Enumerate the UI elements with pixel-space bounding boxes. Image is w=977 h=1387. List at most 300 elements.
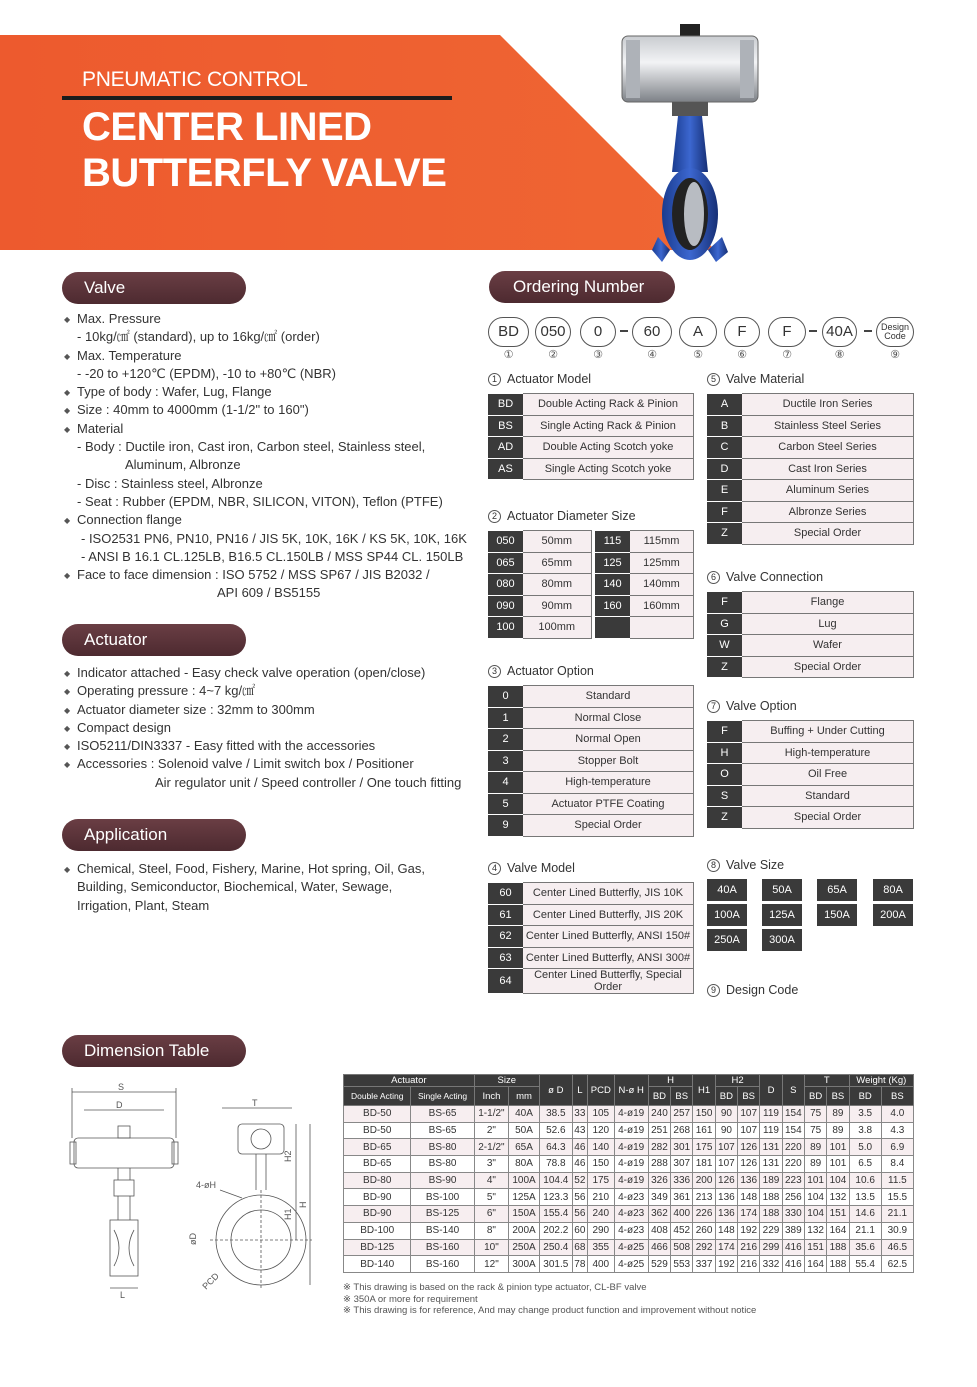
table-cell: 40A — [509, 1106, 540, 1123]
valve-size-cell: 200A — [873, 904, 913, 926]
valve-line: ◆ Material — [62, 420, 482, 438]
table-cell: BS-65 — [411, 1122, 474, 1139]
table-row — [344, 1222, 914, 1239]
table-cell: 12" — [474, 1256, 508, 1273]
option-row — [707, 437, 914, 459]
order-code-box: 60 — [632, 317, 672, 347]
table-row — [344, 1156, 914, 1173]
th-size: Size — [474, 1075, 539, 1087]
actuator-line: ◆ Compact design — [62, 719, 482, 737]
option-row — [707, 501, 914, 523]
table-cell: 416 — [782, 1256, 804, 1273]
table-cell: 164 — [827, 1222, 849, 1239]
option-number: 5 — [707, 373, 720, 386]
option-title-text: Actuator Model — [507, 372, 592, 386]
table-cell: 35.6 — [849, 1239, 881, 1256]
option-number: 2 — [488, 510, 501, 523]
option-title-text: Valve Model — [507, 861, 575, 875]
option-desc: Normal Open — [523, 729, 694, 751]
option-title — [707, 570, 914, 584]
table-cell: 256 — [782, 1189, 804, 1206]
design-code-title: Design Code — [726, 983, 799, 997]
option-code: 64 — [488, 969, 523, 994]
table-cell: 4-ø23 — [614, 1222, 648, 1239]
th-inch: Inch — [474, 1087, 508, 1106]
table-cell: 452 — [671, 1222, 693, 1239]
table-cell: 43 — [572, 1122, 587, 1139]
table-cell: 355 — [588, 1239, 615, 1256]
table-cell: 60 — [572, 1222, 587, 1239]
valve-line: ◆ Size : 40mm to 4000mm (1-1/2" to 160") — [62, 401, 482, 419]
table-cell: 154 — [782, 1106, 804, 1123]
table-cell: 80A — [509, 1156, 540, 1173]
option-code: A — [707, 394, 742, 416]
valve-size-cell: 50A — [762, 879, 802, 901]
table-cell: 46 — [572, 1139, 587, 1156]
option-table — [488, 393, 694, 480]
table-cell: 220 — [782, 1139, 804, 1156]
table-cell: BD-80 — [344, 1172, 411, 1189]
table-cell: 4-ø23 — [614, 1206, 648, 1223]
table-cell: 200A — [509, 1222, 540, 1239]
option-title — [707, 858, 914, 872]
table-cell: 188 — [760, 1189, 782, 1206]
option-row — [707, 635, 914, 657]
option-code: 125 — [595, 552, 630, 574]
table-cell: 75 — [804, 1106, 826, 1123]
table-cell: 6" — [474, 1206, 508, 1223]
table-cell: 2-1/2" — [474, 1139, 508, 1156]
order-dash — [620, 330, 628, 332]
table-cell: 125A — [509, 1189, 540, 1206]
table-cell: BS-160 — [411, 1239, 474, 1256]
table-cell: 89 — [804, 1156, 826, 1173]
table-cell: 300A — [509, 1256, 540, 1273]
actuator-line: ◆ ISO5211/DIN3337 - Easy fitted with the accessories — [62, 737, 482, 755]
option-row — [488, 883, 694, 905]
table-cell: BS-140 — [411, 1222, 474, 1239]
table-cell: 120 — [588, 1122, 615, 1139]
table-cell: 307 — [671, 1156, 693, 1173]
option-code: BS — [488, 415, 523, 437]
table-cell: BD-125 — [344, 1239, 411, 1256]
valve-size-grid — [707, 879, 914, 969]
th-t-bs: BS — [827, 1087, 849, 1106]
option-desc: Center Lined Butterfly, ANSI 150# — [523, 926, 694, 948]
table-cell: 332 — [760, 1256, 782, 1273]
option-desc: 140mm — [630, 574, 694, 596]
option-code: 2 — [488, 729, 523, 751]
option-code: 115 — [595, 531, 630, 553]
option-desc: 80mm — [523, 574, 591, 596]
table-cell: 56 — [572, 1206, 587, 1223]
table-cell: 553 — [671, 1256, 693, 1273]
table-cell: 107 — [738, 1122, 760, 1139]
option-title — [707, 699, 914, 713]
th-s: S — [782, 1075, 804, 1106]
table-cell: 89 — [804, 1139, 826, 1156]
option-title — [488, 372, 694, 386]
table-cell: 250A — [509, 1239, 540, 1256]
th-l: L — [572, 1075, 587, 1106]
table-cell: 4-ø19 — [614, 1156, 648, 1173]
option-desc: Carbon Steel Series — [742, 437, 914, 459]
option-row — [488, 750, 694, 772]
option-title — [488, 664, 694, 678]
table-cell: 136 — [715, 1206, 737, 1223]
table-cell: 2" — [474, 1122, 508, 1139]
table-cell: 216 — [738, 1256, 760, 1273]
valve-line: ◆ Max. Temperature — [62, 347, 482, 365]
option-code: S — [707, 785, 742, 807]
option-code: AD — [488, 437, 523, 459]
option-code: B — [707, 415, 742, 437]
valve-model-block — [488, 861, 694, 994]
option-row — [488, 437, 694, 459]
valve-line: ◆ Connection flange — [62, 511, 482, 529]
table-cell: 101 — [804, 1172, 826, 1189]
table-cell: 8.4 — [881, 1156, 913, 1173]
option-code: 065 — [488, 552, 523, 574]
th-actuator: Actuator — [344, 1075, 475, 1087]
option-row — [488, 926, 694, 948]
table-cell: 337 — [693, 1256, 715, 1273]
option-row — [707, 480, 914, 502]
option-row — [707, 721, 914, 743]
page-title — [82, 104, 446, 196]
table-cell: 78.8 — [539, 1156, 572, 1173]
option-table — [488, 685, 694, 837]
option-title — [488, 509, 694, 523]
header-subtitle: PNEUMATIC CONTROL — [82, 68, 308, 91]
option-desc: 100mm — [523, 617, 591, 639]
table-cell: 52.6 — [539, 1122, 572, 1139]
option-row — [488, 552, 694, 574]
table-cell: 136 — [738, 1172, 760, 1189]
table-cell: 107 — [715, 1139, 737, 1156]
table-cell: 229 — [760, 1222, 782, 1239]
option-table — [488, 882, 694, 994]
option-title-text: Valve Connection — [726, 570, 824, 584]
option-desc: High-temperature — [742, 742, 914, 764]
table-cell: 107 — [738, 1106, 760, 1123]
option-row — [707, 592, 914, 614]
option-desc: Center Lined Butterfly, ANSI 300# — [523, 947, 694, 969]
option-row — [707, 807, 914, 829]
application-list — [62, 860, 482, 915]
th-h2-bd: BD — [715, 1087, 737, 1106]
table-cell: BS-90 — [411, 1172, 474, 1189]
table-cell: 38.5 — [539, 1106, 572, 1123]
th-od: ø D — [539, 1075, 572, 1106]
table-cell: 1-1/2" — [474, 1106, 508, 1123]
table-cell: 46 — [572, 1156, 587, 1173]
table-cell: 78 — [572, 1256, 587, 1273]
valve-size-cell: 250A — [707, 929, 747, 951]
actuator-line: Air regulator unit / Speed controller / One touch fitting — [155, 774, 462, 790]
label-h2: H2 — [283, 1150, 293, 1162]
option-code: Z — [707, 523, 742, 545]
table-cell: 151 — [804, 1239, 826, 1256]
table-cell: BD-100 — [344, 1222, 411, 1239]
valve-size-cell: 40A — [707, 879, 747, 901]
table-row — [344, 1256, 914, 1273]
table-cell: BS-80 — [411, 1156, 474, 1173]
table-cell: 466 — [648, 1239, 670, 1256]
option-code: W — [707, 635, 742, 657]
table-cell: 154 — [782, 1122, 804, 1139]
table-cell: 223 — [782, 1172, 804, 1189]
table-cell: 282 — [648, 1139, 670, 1156]
table-cell: 107 — [715, 1156, 737, 1173]
table-cell: 416 — [782, 1239, 804, 1256]
actuator-line: ◆ Operating pressure : 4~7 kg/㎠ — [62, 682, 482, 700]
option-code: O — [707, 764, 742, 786]
table-cell: 90 — [715, 1122, 737, 1139]
valve-line: Aluminum, Albronze — [125, 457, 241, 473]
order-code-box: 0 — [580, 317, 616, 347]
order-code-number: ⑧ — [834, 349, 845, 361]
table-cell: 13.5 — [849, 1189, 881, 1206]
table-cell: BD-90 — [344, 1206, 411, 1223]
option-title-text: Valve Option — [726, 699, 797, 713]
title-line-2: BUTTERFLY VALVE — [82, 151, 447, 195]
dimension-section-title: Dimension Table — [62, 1035, 246, 1067]
option-code: BD — [488, 394, 523, 416]
th-h: H — [648, 1075, 693, 1087]
option-row — [488, 595, 694, 617]
option-code: Z — [707, 656, 742, 678]
option-row — [488, 707, 694, 729]
table-cell: 4-ø25 — [614, 1239, 648, 1256]
option-table — [707, 393, 914, 545]
label-s: S — [118, 1082, 125, 1092]
table-cell: 123.3 — [539, 1189, 572, 1206]
order-code-number: ⑤ — [693, 349, 703, 361]
table-cell: 336 — [671, 1172, 693, 1189]
ordering-section-title: Ordering Number — [489, 271, 675, 303]
actuator-section-title: Actuator — [62, 624, 246, 656]
valve-size-cell: 125A — [762, 904, 802, 926]
option-desc: Lug — [742, 613, 914, 635]
table-cell: 105 — [588, 1106, 615, 1123]
table-cell: 104 — [827, 1172, 849, 1189]
table-cell: 4-ø19 — [614, 1122, 648, 1139]
table-cell: 64.3 — [539, 1139, 572, 1156]
table-cell: 161 — [693, 1122, 715, 1139]
table-row — [344, 1206, 914, 1223]
table-cell: BD-140 — [344, 1256, 411, 1273]
actuator-diameter-block — [488, 509, 694, 639]
table-cell: 126 — [738, 1139, 760, 1156]
table-cell: 101 — [827, 1139, 849, 1156]
table-cell: BD-90 — [344, 1189, 411, 1206]
option-row — [707, 613, 914, 635]
note-line: ※ This drawing is for reference, And may change product function and improvement without notice — [343, 1305, 757, 1316]
table-cell: 11.5 — [881, 1172, 913, 1189]
application-section-title: Application — [62, 819, 246, 851]
table-cell: 5" — [474, 1189, 508, 1206]
table-cell: 202.2 — [539, 1222, 572, 1239]
application-line: Irrigation, Plant, Steam — [77, 897, 210, 913]
option-code: 050 — [488, 531, 523, 553]
table-cell: 126 — [738, 1156, 760, 1173]
option-code: 4 — [488, 772, 523, 794]
th-h2-bs: BS — [738, 1087, 760, 1106]
table-cell: 104 — [804, 1189, 826, 1206]
table-cell: 104 — [804, 1206, 826, 1223]
table-cell: 361 — [671, 1189, 693, 1206]
table-cell: 30.9 — [881, 1222, 913, 1239]
table-cell: 400 — [671, 1206, 693, 1223]
option-desc: Normal Close — [523, 707, 694, 729]
label-nh: 4-øH — [196, 1180, 216, 1190]
table-cell: BS-125 — [411, 1206, 474, 1223]
option-row — [707, 523, 914, 545]
valve-section-title: Valve — [62, 272, 246, 304]
valve-size-block — [707, 858, 914, 969]
option-desc: Flange — [742, 592, 914, 614]
option-title-text: Actuator Option — [507, 664, 594, 678]
table-cell: 8" — [474, 1222, 508, 1239]
option-title — [488, 861, 694, 875]
option-desc: Special Order — [523, 815, 694, 837]
table-cell: BS-65 — [411, 1106, 474, 1123]
table-cell: 100A — [509, 1172, 540, 1189]
option-number: 6 — [707, 571, 720, 584]
label-l: L — [120, 1290, 126, 1300]
th-d: D — [760, 1075, 782, 1106]
table-cell: 119 — [760, 1122, 782, 1139]
label-d: D — [116, 1100, 123, 1110]
application-line: Building, Semiconductor, Biochemical, Water, Sewage, — [77, 879, 393, 895]
option-row — [488, 415, 694, 437]
valve-line: - ISO2531 PN6, PN10, PN16 / JIS 5K, 10K, 16K / KS 5K, 10K, 16K — [81, 530, 467, 546]
valve-line: - ANSI B 16.1 CL.125LB, B16.5 CL.150LB / MSS SP44 CL. 150LB — [81, 548, 464, 564]
actuator-model-block — [488, 372, 694, 480]
option-row — [707, 394, 914, 416]
option-row — [488, 729, 694, 751]
th-h1: H1 — [693, 1075, 715, 1106]
table-cell: 155.4 — [539, 1206, 572, 1223]
table-cell: 288 — [648, 1156, 670, 1173]
th-noh: N-ø H — [614, 1075, 648, 1106]
table-cell: BS-100 — [411, 1189, 474, 1206]
option-table — [488, 530, 694, 639]
valve-size-cell: 65A — [817, 879, 857, 901]
table-cell: 140 — [588, 1139, 615, 1156]
option-code: 9 — [488, 815, 523, 837]
table-cell: 240 — [648, 1106, 670, 1123]
table-cell: 188 — [827, 1256, 849, 1273]
option-desc: Actuator PTFE Coating — [523, 793, 694, 815]
table-cell: 389 — [782, 1222, 804, 1239]
option-table — [707, 720, 914, 829]
table-cell: 181 — [693, 1156, 715, 1173]
table-cell: 290 — [588, 1222, 615, 1239]
option-code: 100 — [488, 617, 523, 639]
table-row — [344, 1139, 914, 1156]
option-title — [707, 372, 914, 386]
th-mm: mm — [509, 1087, 540, 1106]
option-row — [488, 969, 694, 994]
table-cell: 6.5 — [849, 1156, 881, 1173]
table-cell: 119 — [760, 1106, 782, 1123]
option-number: 3 — [488, 665, 501, 678]
order-code-box: A — [679, 317, 717, 347]
valve-option-block — [707, 699, 914, 829]
table-row — [344, 1122, 914, 1139]
table-cell: 164 — [804, 1256, 826, 1273]
table-cell: 250.4 — [539, 1239, 572, 1256]
table-cell: 3.5 — [849, 1106, 881, 1123]
th-t: T — [804, 1075, 849, 1087]
option-desc: Wafer — [742, 635, 914, 657]
application-line: ◆ Chemical, Steel, Food, Fishery, Marine, Hot spring, Oil, Gas, — [62, 860, 482, 878]
table-cell: 21.1 — [849, 1222, 881, 1239]
table-cell: 268 — [671, 1122, 693, 1139]
table-cell: 10.6 — [849, 1172, 881, 1189]
option-code: AS — [488, 458, 523, 480]
table-cell: 4-ø19 — [614, 1172, 648, 1189]
option-code: 5 — [488, 793, 523, 815]
option-row — [488, 617, 694, 639]
actuator-line: ◆ Accessories : Solenoid valve / Limit switch box / Positioner — [62, 755, 482, 773]
option-number: 4 — [488, 862, 501, 875]
option-row — [488, 815, 694, 837]
valve-spec-list — [62, 310, 482, 603]
table-cell: 529 — [648, 1256, 670, 1273]
table-cell: 216 — [738, 1239, 760, 1256]
option-desc: Single Acting Rack & Pinion — [523, 415, 694, 437]
table-cell: 189 — [760, 1172, 782, 1189]
option-row — [488, 531, 694, 553]
valve-size-cell: 300A — [762, 929, 802, 951]
valve-size-cell: 80A — [873, 879, 913, 901]
valve-line: - Seat : Rubber (EPDM, NBR, SILICON, VITON), Teflon (PTFE) — [77, 493, 443, 509]
table-cell: 132 — [804, 1222, 826, 1239]
option-row — [707, 458, 914, 480]
valve-line: ◆ Type of body : Wafer, Lug, Flange — [62, 383, 482, 401]
table-cell: 148 — [715, 1222, 737, 1239]
option-row — [488, 772, 694, 794]
option-desc: 65mm — [523, 552, 591, 574]
option-code: 0 — [488, 686, 523, 708]
table-cell: 362 — [648, 1206, 670, 1223]
table-cell: 4-ø19 — [614, 1106, 648, 1123]
table-cell: 6.9 — [881, 1139, 913, 1156]
label-t: T — [252, 1098, 258, 1108]
valve-line: - -20 to +120℃ (EPDM), -10 to +80℃ (NBR) — [77, 365, 336, 381]
actuator-line: ◆ Indicator attached - Easy check valve operation (open/close) — [62, 664, 482, 682]
option-code: 62 — [488, 926, 523, 948]
label-pcd: PCD — [200, 1270, 221, 1292]
table-cell: 15.5 — [881, 1189, 913, 1206]
option-title-text: Valve Material — [726, 372, 805, 386]
table-cell: 175 — [588, 1172, 615, 1189]
option-number: 1 — [488, 373, 501, 386]
option-row — [488, 394, 694, 416]
th-h-bd: BD — [648, 1087, 670, 1106]
table-cell: 257 — [671, 1106, 693, 1123]
option-desc: Standard — [523, 686, 694, 708]
th-h2: H2 — [715, 1075, 760, 1087]
table-cell: 136 — [715, 1189, 737, 1206]
th-t-bd: BD — [804, 1087, 826, 1106]
table-cell: 4" — [474, 1172, 508, 1189]
order-code-box: Design Code — [876, 317, 914, 347]
option-desc: Double Acting Scotch yoke — [523, 437, 694, 459]
